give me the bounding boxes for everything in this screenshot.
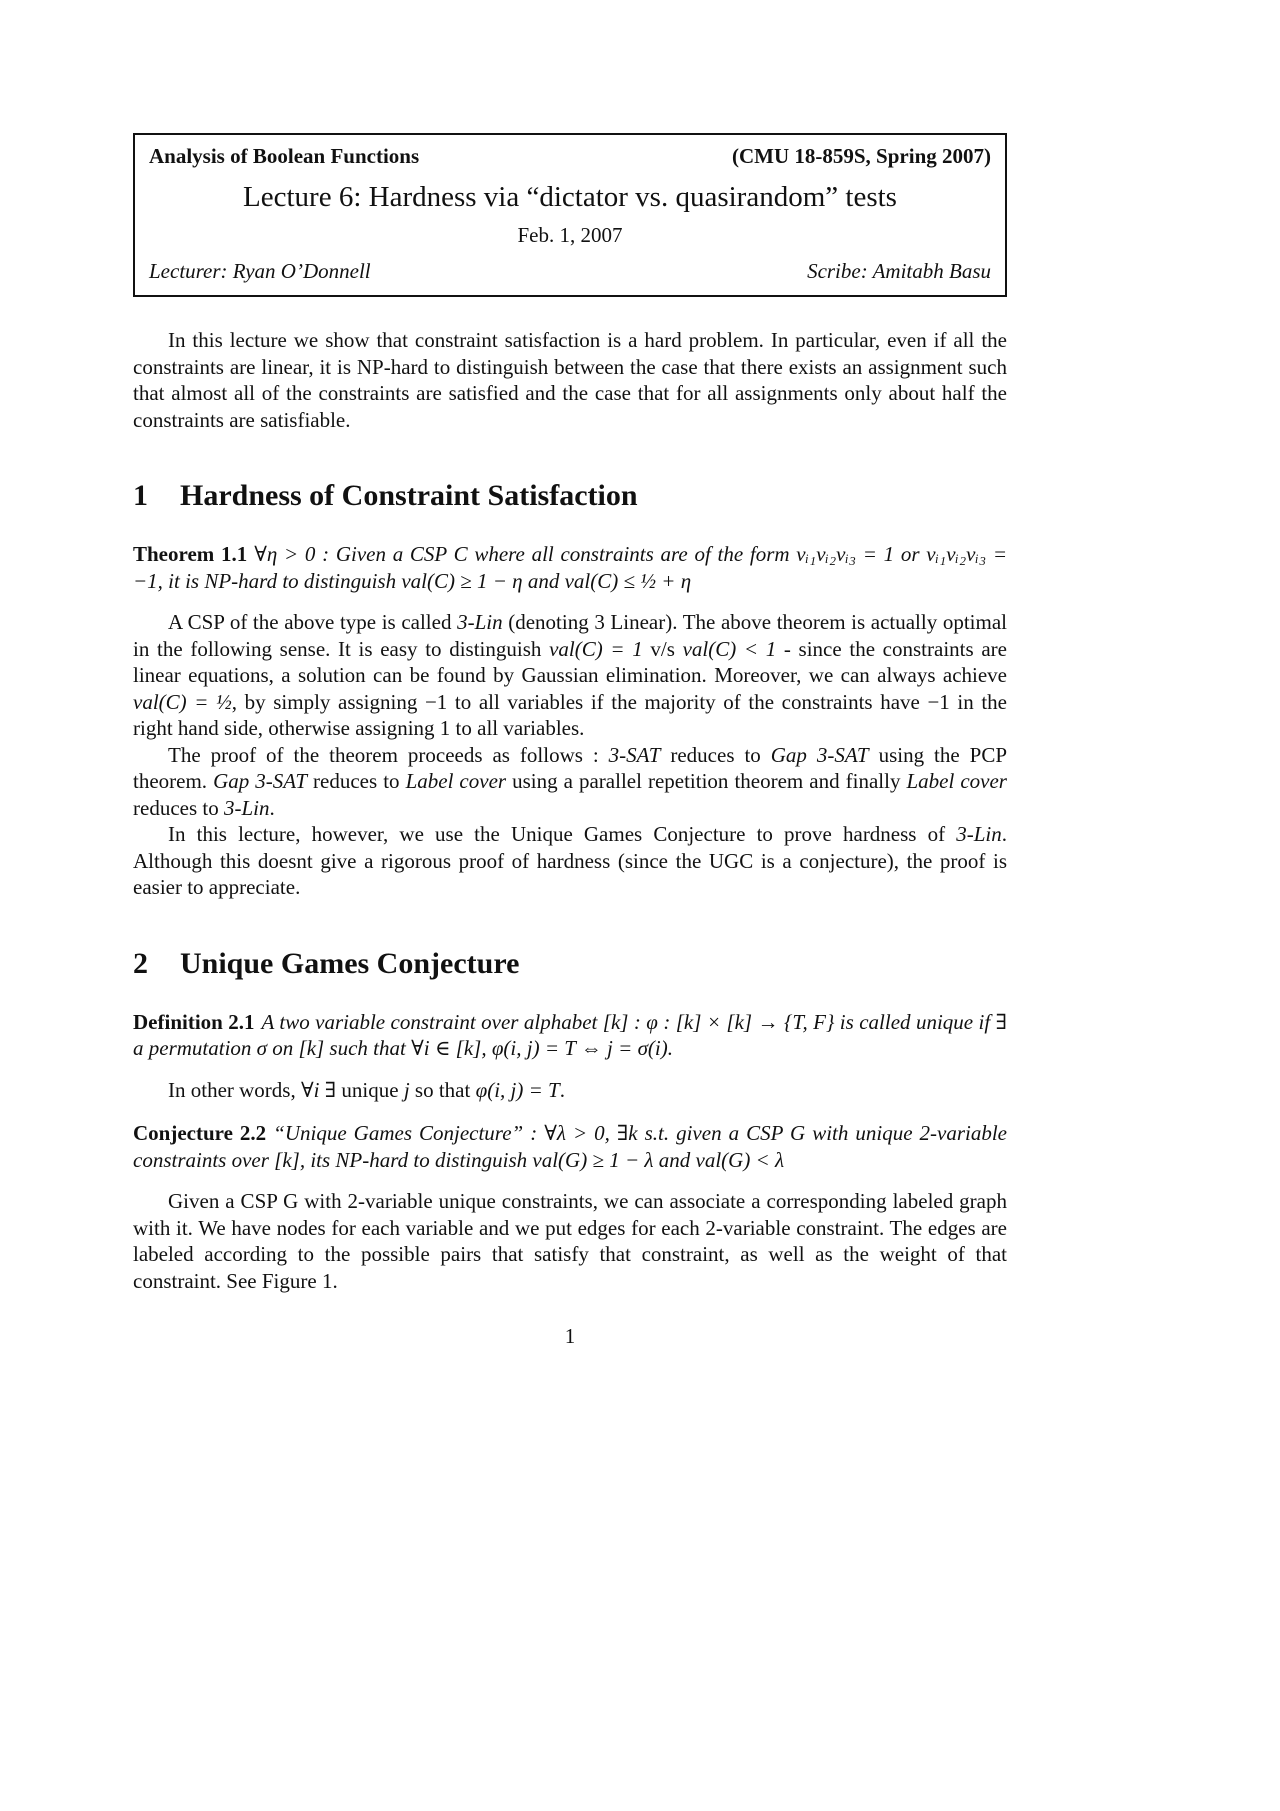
lecture-date: Feb. 1, 2007	[517, 223, 623, 247]
paragraph-3lin-optimal: A CSP of the above type is called 3-Lin (denoting 3 Linear). The above theorem is actually optimal in the following sense. It is easy to distinguish val(C) = 1 v/s val(C) < 1 - since the constraints are linear equations, a solution can be found by Gaussian elimination. Moreover, we can always achieve val(C) = ½, by simply assigning −1 to all variables if the majority of the constraints have −1 in the right hand side, otherwise assigning 1 to all variables.	[133, 610, 1007, 740]
conjecture-2-2-body: “Unique Games Conjecture” : ∀λ > 0, ∃k s.t. given a CSP G with unique 2-variable constraints over [k], its NP-hard to distinguish val(G) ≥ 1 − λ and val(G) < λ	[133, 1121, 1007, 1172]
definition-2-1-label: Definition 2.1	[133, 1009, 255, 1034]
conjecture-2-2-label: Conjecture 2.2	[133, 1121, 267, 1145]
section-1-number: 1	[133, 479, 148, 512]
lecture-header-box	[133, 133, 1007, 297]
section-1-heading	[133, 479, 1007, 513]
paragraph-ugc-approach: In this lecture, however, we use the Unique Games Conjecture to prove hardness of 3-Lin. Although this doesnt give a rigorous proof of hardness (since the UGC is a conjecture), the proof is easier to appreciate.	[133, 822, 1007, 899]
section-2-title: Unique Games Conjecture	[180, 946, 520, 980]
header-bottom-row	[149, 258, 991, 285]
theorem-1-1-body: ∀η > 0 : Given a CSP C where all constraints are of the form vᵢ₁vᵢ₂vᵢ₃ = 1 or vᵢ₁vᵢ₂vᵢ₃ = −1, it is NP-hard to distinguish val(C) ≥ 1 − η and val(C) ≤ ½ + η	[133, 542, 1007, 593]
course-name: Analysis of Boolean Functions	[149, 144, 420, 168]
scribe-name: Scribe: Amitabh Basu	[807, 259, 991, 283]
paragraph-proof-outline: The proof of the theorem proceeds as follows : 3-SAT reduces to Gap 3-SAT using the PCP theorem. Gap 3-SAT reduces to Label cover using a parallel repetition theorem and finally Label cover reduces to 3-Lin.	[133, 742, 1008, 820]
section-1-title: Hardness of Constraint Satisfaction	[180, 479, 638, 512]
conjecture-2-2	[133, 1120, 1007, 1173]
document-content	[133, 133, 1007, 1349]
paragraph-in-other-words: In other words, ∀i ∃ unique j so that φ(i, j) = T.	[168, 1077, 565, 1102]
definition-2-1-body: A two variable constraint over alphabet [k] : φ : [k] × [k] → {T, F} is called unique if ∃ a permutation σ on [k] such that ∀i ∈ [k], φ(i, j) = T ⇔ j = σ(i).	[133, 1009, 1007, 1060]
intro-paragraph: In this lecture we show that constraint satisfaction is a hard problem. In particular, even if all the constraints are linear, it is NP-hard to distinguish between the case that there exists an assignment such that almost all of the constraints are satisfied and the case that for all assignments only about half the constraints are satisfiable.	[133, 328, 1007, 432]
section-2-number: 2	[133, 946, 148, 980]
theorem-1-1	[133, 541, 1007, 594]
lecturer-name: Lecturer: Ryan O’Donnell	[149, 259, 371, 283]
paragraph-labeled-graph: Given a CSP G with 2-variable unique constraints, we can associate a corresponding labeled graph with it. We have nodes for each variable and we put edges for each 2-variable constraint. The edges are labeled according to the possible pairs that satisfy that constraint, as well as the weight of that constraint. See Figure 1.	[133, 1189, 1007, 1293]
page-number: 1	[564, 1324, 576, 1348]
course-code: (CMU 18-859S, Spring 2007)	[731, 144, 991, 168]
lecture-title: Lecture 6: Hardness via “dictator vs. quasirandom” tests	[243, 181, 897, 213]
header-top-row	[149, 143, 991, 170]
definition-2-1	[133, 1009, 1007, 1062]
section-2-heading	[133, 947, 1007, 981]
theorem-1-1-label: Theorem 1.1	[133, 542, 248, 566]
